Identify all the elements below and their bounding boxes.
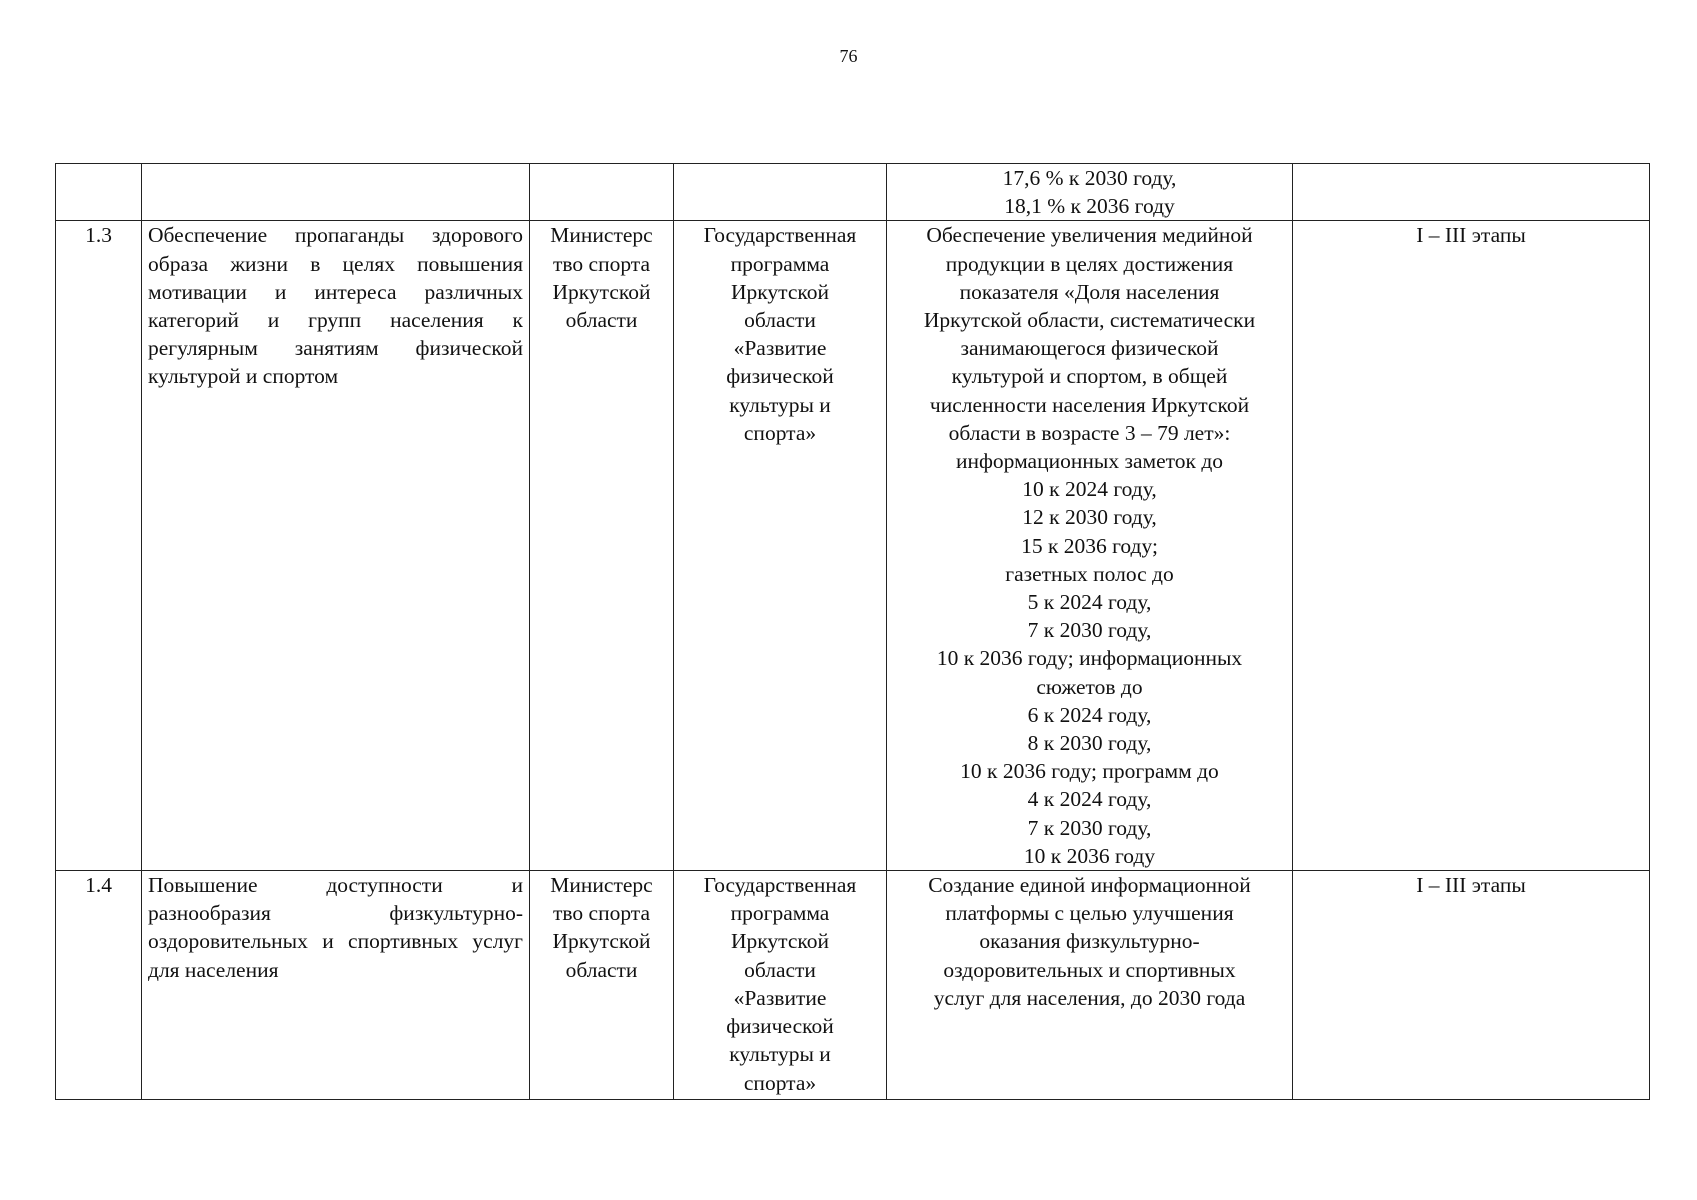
cell-event: Обеспечение пропаганды здорового образа жизни в целях повышения мотивации и интереса различных категорий и групп населения к регулярным занятиям физической культурой и спортом bbox=[142, 221, 530, 871]
cell-num bbox=[56, 164, 142, 221]
cell-result: Создание единой информационной платформы с целью улучшения оказания физкультурно- оздоровительных и спортивных услуг для населения, до 2030 года bbox=[887, 871, 1293, 1100]
cell-num: 1.4 bbox=[56, 871, 142, 1100]
cell-event bbox=[142, 164, 530, 221]
measures-table bbox=[55, 163, 1650, 1100]
cell-program: Государственная программа Иркутской области «Развитие физической культуры и спорта» bbox=[674, 871, 887, 1100]
cell-stages: I – III этапы bbox=[1293, 221, 1650, 871]
cell-stages bbox=[1293, 164, 1650, 221]
table-row-1-4 bbox=[56, 871, 1650, 1100]
table-row-1-3 bbox=[56, 221, 1650, 871]
cell-executor: Министерс тво спорта Иркутской области bbox=[530, 871, 674, 1100]
cell-event: Повышение доступности и разнообразия физкультурно-оздоровительных и спортивных услуг для населения bbox=[142, 871, 530, 1100]
cell-result: Обеспечение увеличения медийной продукции в целях достижения показателя «Доля населения Иркутской области, систематически занимающегося физической культурой и спортом, в общей численности населения Иркутской области в возрасте 3 – 79 лет»: информационных заметок до 10 к 2024 году, 12 к 2030 году, 15 к 2036 году; газетных полос до 5 к 2024 году, 7 к 2030 году, 10 к 2036 году; информационных сюжетов до 6 к 2024 году, 8 к 2030 году, 10 к 2036 году; программ до 4 к 2024 году, 7 к 2030 году, 10 к 2036 году bbox=[887, 221, 1293, 871]
cell-stages: I – III этапы bbox=[1293, 871, 1650, 1100]
table-row-continuation bbox=[56, 164, 1650, 221]
cell-executor bbox=[530, 164, 674, 221]
cell-program bbox=[674, 164, 887, 221]
page-number: 76 bbox=[839, 46, 858, 66]
cell-num: 1.3 bbox=[56, 221, 142, 871]
cell-result: 17,6 % к 2030 году, 18,1 % к 2036 году bbox=[887, 164, 1293, 221]
cell-executor: Министерс тво спорта Иркутской области bbox=[530, 221, 674, 871]
cell-program: Государственная программа Иркутской области «Развитие физической культуры и спорта» bbox=[674, 221, 887, 871]
